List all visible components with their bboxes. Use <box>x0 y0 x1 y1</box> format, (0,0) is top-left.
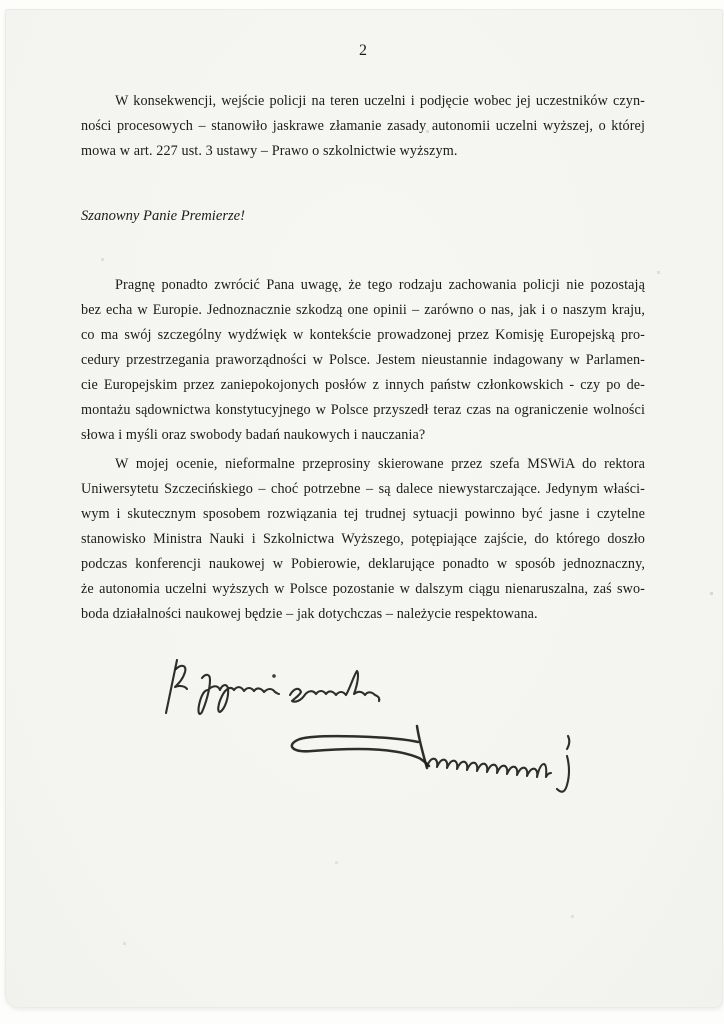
text-line: wym i skutecznym sposobem rozwiązania tej trudnej sytuacji powinno być jasne i czytelne <box>81 506 645 522</box>
text-line: boda działalności naukowej będzie – jak dotychczas – należycie respektowana. <box>81 606 538 622</box>
text-line: co ma swój szczególny wydźwięk w kontekście prowadzonej przez Komisję Europejską pro- <box>81 327 645 343</box>
page-number: 2 <box>359 42 367 59</box>
text-line: W mojej ocenie, nieformalne przeprosiny skierowane przez szefa MSWiA do rektora <box>115 456 645 472</box>
text-line: podczas konferencji naukowej w Pobierowie, deklarujące ponadto w sposób jednoznaczny, <box>81 556 645 572</box>
handwritten-word-z <box>166 660 187 713</box>
text-line: ności procesowych – stanowiło jaskrawe złamanie zasady autonomii uczelni wyższej, o której <box>81 118 645 134</box>
text-line: słowa i myśli oraz swobody badań naukowych i nauczania? <box>81 427 426 443</box>
text-line: cie Europejskim przez zaniepokojonych posłów z innych państw członkowskich - czy po de- <box>81 377 645 393</box>
paragraph-apology-assessment <box>81 452 645 627</box>
scan-noise <box>6 10 7 11</box>
text-line: że autonomia uczelni wyższych w Polsce pozostanie w dalszym ciągu nienaruszalna, zaś swo- <box>81 581 645 597</box>
text-line: bez echa w Europie. Jednoznacznie szkodzą one opinii – zarówno o nas, jak i o naszym kraju, <box>81 302 645 318</box>
text-line: W konsekwencji, wejście policji na teren uczelni i podjęcie wobec jej uczestników czyn- <box>115 93 645 109</box>
salutation-line: Szanowny Panie Premierze! <box>81 208 246 224</box>
text-line: stanowisko Ministra Nauki i Szkolnictwa Wyższego, potępiające zajście, do którego doszło <box>81 531 645 547</box>
handwritten-word-wyrazami <box>199 675 279 714</box>
handwritten-word-szacunku <box>290 671 379 702</box>
text-line: mowa w art. 227 ust. 3 ustawy – Prawo o szkolnictwie wyższym. <box>81 143 458 159</box>
text-line: cedury przestrzegania praworządności w Polsce. Jestem nieustannie indagowany w Parlamen- <box>81 352 645 368</box>
handwritten-closing-and-signature <box>140 650 610 810</box>
signature <box>292 726 569 792</box>
paragraph-consequence <box>81 89 645 164</box>
text-line: Uniwersytetu Szczecińskiego – choć potrzebne – są dalece niewystarczające. Jedynym właści- <box>81 481 645 497</box>
text-line: Pragnę ponadto zwrócić Pana uwagę, że tego rodzaju zachowania policji nie pozostają <box>115 277 645 293</box>
paragraph-europe-reaction <box>81 273 645 448</box>
text-line: montażu sądownictwa konstytucyjnego w Polsce przyszedł teraz czas na ograniczenie wolności <box>81 402 645 418</box>
